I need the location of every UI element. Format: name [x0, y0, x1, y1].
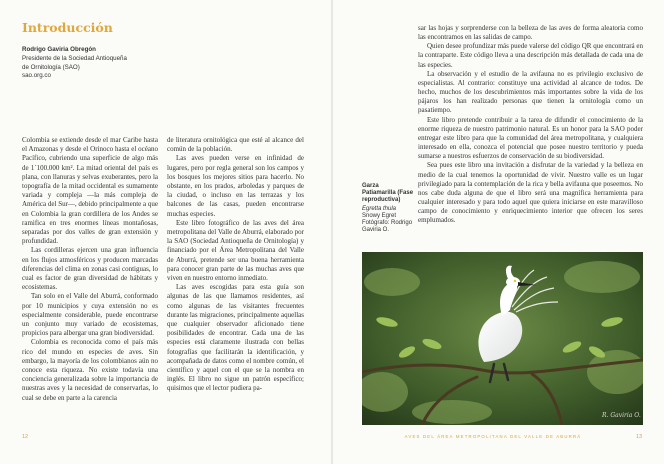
author-website: sao.org.co	[22, 72, 51, 80]
paragraph: Tan solo en el Valle del Aburrá, conformado por 10 municipios y cuya extensión no es especialmente considerable, puede encontrarse un conjunto muy variado de ecosistemas, propicios para albergar una gran biodiversidad.	[22, 292, 158, 338]
egret-photo	[362, 252, 643, 425]
paragraph: La observación y el estudio de la avifauna no es privilegio exclusivo de especialistas. Al contrario: constituye una actividad al alcance de todos. De hecho, muchos de los descubrimientos más importantes sobre la vida de los pájaros los han realizado personas que tienen la ornitología como un pasatiempo.	[418, 69, 643, 115]
chapter-title: Introducción	[22, 20, 113, 35]
paragraph: sar las hojas y sorprenderse con la belleza de las aves de forma aleatoria como las encontramos en las salidas de campo.	[418, 24, 643, 42]
left-column-1	[22, 136, 158, 403]
author-block	[22, 46, 302, 81]
caption-title-line3: reproductiva)	[362, 197, 401, 204]
right-text-block	[418, 24, 643, 225]
paragraph: Las aves escogidas para esta guía son algunas de las que llamamos residentes, así como algunas de las visitantes frecuentes durante las migraciones, principalmente aquellas que cualquier observador aficionado tiene posibilidades de encontrar. Cada una de las especies está claramente ilustrada con bellas fotografías que facilitarán la identificación, y acompañada de datos como el nombre común, el científico y aquel con el que se la nombra en inglés. El libro no sigue un patrón específico; quisimos que el lector pudiera pa-	[167, 283, 304, 393]
caption-title-line2: Patiamarilla (Fase	[362, 190, 414, 197]
author-name: Rodrigo Gaviria Obregón	[22, 46, 96, 53]
author-role-line2: de Ornitología (SAO)	[22, 63, 80, 71]
paragraph: Este libro fotográfico de las aves del área metropolitana del Valle de Aburrá, elaborado por la SAO (Sociedad Antioqueña de Ornitología) y financiado por el Área Metropolitana del Valle de Aburrá, pretende ser una buena herramienta para conocer gran parte de las muchas aves que viven en nuestro entorno inmediato.	[167, 218, 304, 283]
left-column-2	[167, 136, 304, 394]
page-number-right: 13	[636, 434, 643, 440]
paragraph: Este libro pretende contribuir a la tarea de difundir el conocimiento de la enorme riqueza de nuestro patrimonio natural. Es un honor para la SAO poder entregar este libro para que la comunidad del área metropolitana, y cualquiera interesado en ella, conozca el potencial que posee nuestro territorio y pueda sumarse a nuestros esfuerzos de conservación de su biodiversidad.	[418, 115, 643, 161]
caption-title-line1: Garza	[362, 183, 379, 189]
paragraph: Colombia se extiende desde el mar Caribe hasta el Amazonas y desde el Orinoco hasta el océano Pacífico, cubriendo una superficie de algo más de 1´100.000 km². La mitad oriental del país es plana, con llanuras y selvas exuberantes, pero la topografía de la mitad occidental es sumamente variada y compleja —la más compleja de América del Sur—, debido principalmente a que en Colombia la gran cordillera de los Andes se ramifica en tres enormes líneas montañosas, separadas por dos valles de gran extensión y profundidad.	[22, 136, 158, 246]
caption-credit-line1: Fotógrafo: Rodrigo	[362, 220, 413, 227]
caption-credit-line2: Gaviria O.	[362, 227, 390, 234]
paragraph: de literatura ornitológica que esté al alcance del común de la población.	[167, 136, 304, 154]
page-number-left: 12	[22, 434, 29, 440]
author-role-line1: Presidente de la Sociedad Antioqueña	[22, 54, 127, 62]
paragraph: Quien desee profundizar más puede valerse del código QR que encontrará en la contraparte. Este código lleva a una descripción más detallada de cada una de las especies.	[418, 42, 643, 69]
photo-caption	[362, 183, 414, 234]
running-footer: AVES DEL ÁREA METROPOLITANA DEL VALLE DE ABURRÁ	[404, 434, 582, 439]
photo-signature: R. Gaviria O.	[602, 412, 641, 419]
caption-scientific-name: Egretta thula	[362, 205, 397, 212]
paragraph: Colombia es reconocida como el país más rico del mundo en especies de aves. Sin embargo, la mayoría de los colombianos aún no conoce esta riqueza. No existe todavía una conciencia generalizada sobre la importancia de nuestras aves y la necesidad de conservarlas, lo cual se debe en parte a la carencia	[22, 338, 158, 402]
paragraph: Las cordilleras ejercen una gran influencia en los flujos atmosféricos y producen marcadas diferencias del clima en zonas casi contiguas, lo cual es factor de gran diversidad de hábitats y ecosistemas.	[22, 246, 158, 292]
paragraph: Sea pues este libro una invitación a disfrutar de la variedad y la belleza en medio de la cual tenemos la oportunidad de vivir. Nuestro valle es un lugar privilegiado para la contemplación de la rica y bella avifauna que poseemos. No nos cabe duda alguna de que el libro será una magnífica herramienta para cualquier interesado y para todo aquel que quiera iniciarse en este maravilloso campo de conocimiento y enriquecimiento interior que ofrecen los seres emplumados.	[418, 161, 643, 225]
paragraph: Las aves pueden verse en infinidad de lugares, pero por regla general son los campos y los bosques los mejores sitios para hacerlo. No obstante, en los prados, arboledas y parques de la ciudad, o incluso en las terrazas y los balcones de las casas, pueden encontrarse muchas especies.	[167, 154, 304, 218]
caption-english-name: Snowy Egret	[362, 212, 397, 219]
